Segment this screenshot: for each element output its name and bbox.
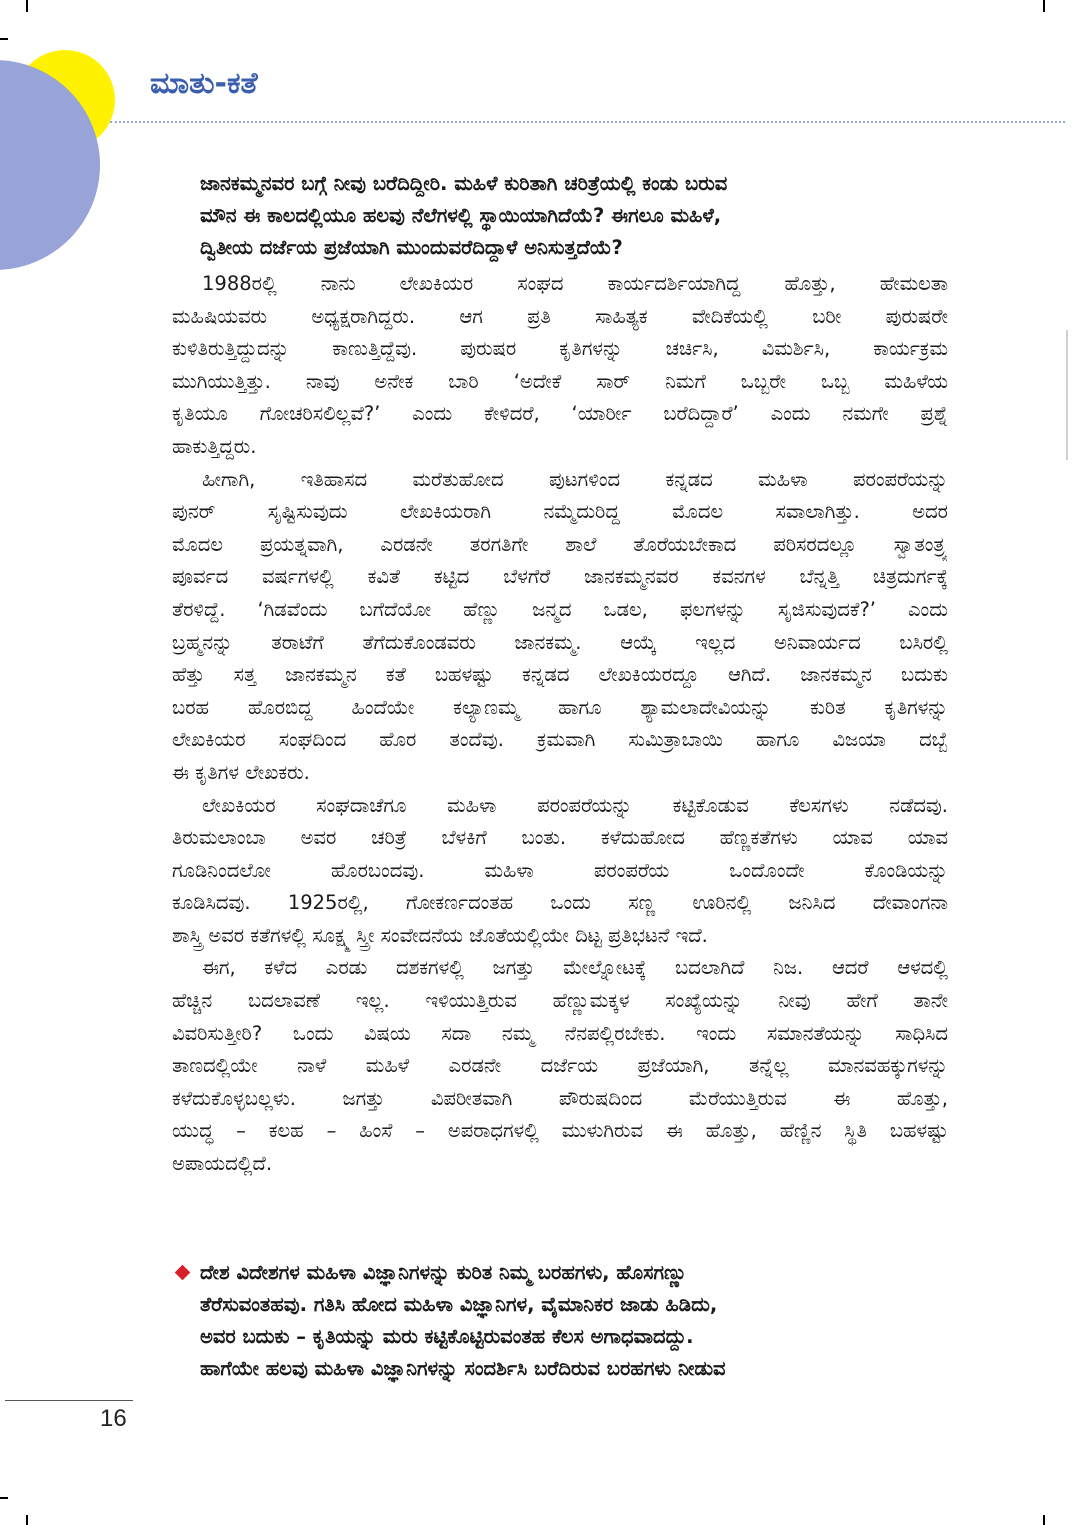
- right-edge-mark: [1066, 330, 1068, 460]
- answer-body: [172, 268, 948, 1181]
- question-2-line: ದೇಶ ವಿದೇಶಗಳ ಮಹಿಳಾ ವಿಜ್ಞಾನಿಗಳನ್ನು ಕುರಿತ ನಿಮ್ಮ ಬರಹಗಳು, ಹೊಸಗಣ್ಣು: [200, 1261, 687, 1284]
- paragraph-1: [172, 268, 948, 464]
- question-2: [175, 1257, 935, 1385]
- paragraph-line: ಗೂಡಿನಿಂದಲೋ ಹೊರಬಂದವು. ಮಹಿಳಾ ಪರಂಪರೆಯ ಒಂದೊಂದೇ ಕೊಂಡಿಯನ್ನು: [172, 858, 948, 882]
- crop-mark-left-upper: [0, 38, 8, 40]
- paragraph-line: ಈಗ, ಕಳೆದ ಎರಡು ದಶಕಗಳಲ್ಲಿ ಜಗತ್ತು ಮೇಲ್ನೋಟಕ್ಕೆ ಬದಲಾಗಿದೆ ನಿಜ. ಆದರೆ ಆಳದಲ್ಲಿ: [202, 956, 948, 980]
- page-number: 16: [100, 1405, 127, 1432]
- paragraph-line: ಮೊದಲ ಪ್ರಯತ್ನವಾಗಿ, ಎರಡನೇ ತರಗತಿಗೇ ಶಾಲೆ ತೊರೆಯಬೇಕಾದ ಪರಿಸರದಲ್ಲೂ ಸ್ವಾತಂತ್ರ್ಯ: [172, 532, 948, 556]
- question-2-line: ಅವರ ಬದುಕು – ಕೃತಿಯನ್ನು ಮರು ಕಟ್ಟಿಕೊಟ್ಟಿರುವಂತಹ ಕೆಲಸ ಅಗಾಧವಾದದ್ದು.: [200, 1325, 694, 1348]
- paragraph-3: [172, 790, 948, 953]
- question-2-line: ಹಾಗೆಯೇ ಹಲವು ಮಹಿಳಾ ವಿಜ್ಞಾನಿಗಳನ್ನು ಸಂದರ್ಶಿಸಿ ಬರೆದಿರುವ ಬರಹಗಳು ನೀಡುವ: [200, 1357, 726, 1380]
- paragraph-line: ಲೇಖಕಿಯರ ಸಂಘದಿಂದ ಹೊರ ತಂದೆವು. ಕ್ರಮವಾಗಿ ಸುಮಿತ್ರಾಬಾಯಿ ಹಾಗೂ ವಿಜಯಾ ದಬ್ಬೆ: [172, 728, 948, 752]
- paragraph-line: ತಿರುಮಲಾಂಬಾ ಅವರ ಚರಿತ್ರೆ ಬೆಳಕಿಗೆ ಬಂತು. ಕಳೆದುಹೋದ ಹೆಣ್ಣಕತೆಗಳು ಯಾವ ಯಾವ: [172, 826, 948, 850]
- paragraph-line: ಈ ಕೃತಿಗಳ ಲೇಖಕರು.: [172, 760, 310, 784]
- paragraph-line: 1988ರಲ್ಲಿ ನಾನು ಲೇಖಕಿಯರ ಸಂಘದ ಕಾರ್ಯದರ್ಶಿಯಾಗಿದ್ದ ಹೊತ್ತು, ಹೇಮಲತಾ: [202, 272, 948, 295]
- paragraph-line: ಪೂರ್ವದ ವರ್ಷಗಳಲ್ಲಿ ಕವಿತೆ ಕಟ್ಟಿದ ಬೆಳಗೆರೆ ಜಾನಕಮ್ಮನವರ ಕವನಗಳ ಬೆನ್ನತ್ತಿ ಚಿತ್ರದುರ್ಗಕ್ಕೆ: [172, 565, 948, 589]
- paragraph-line: ಕೃತಿಯೂ ಗೋಚರಿಸಲಿಲ್ಲವೆ?’ ಎಂದು ಕೇಳಿದರೆ, ‘ಯಾರ್ರೀ ಬರೆದಿದ್ದಾರೆ’ ಎಂದು ನಮಗೇ ಪ್ರಶ್ನೆ: [172, 402, 948, 426]
- paragraph-line: ಕಳೆದುಕೊಳ್ಳಬಲ್ಲಳು. ಜಗತ್ತು ವಿಪರೀತವಾಗಿ ಪೌರುಷದಿಂದ ಮೆರೆಯುತ್ತಿರುವ ಈ ಹೊತ್ತು,: [172, 1086, 948, 1110]
- paragraph-line: ಹಾಕುತ್ತಿದ್ದರು.: [172, 434, 257, 458]
- paragraph-line: ಲೇಖಕಿಯರ ಸಂಘದಾಚೆಗೂ ಮಹಿಳಾ ಪರಂಪರೆಯನ್ನು ಕಟ್ಟಿಕೊಡುವ ಕೆಲಸಗಳು ನಡೆದವು.: [202, 793, 948, 817]
- paragraph-2: [172, 464, 948, 790]
- paragraph-line: ತೆರಳಿದ್ದೆ. ‘ಗಿಡವೆಂದು ಬಗೆದೆಯೋ ಹೆಣ್ಣು ಜನ್ಮದ ಒಡಲ, ಫಲಗಳನ್ನು ಸೃಜಿಸುವುದಕೆ?’ ಎಂದು: [172, 597, 948, 621]
- question-1-line: ದ್ವಿತೀಯ ದರ್ಜೆಯ ಪ್ರಜೆಯಾಗಿ ಮುಂದುವರೆದಿದ್ದಾಳೆ ಅನಿಸುತ್ತದೆಯೆ?: [200, 236, 623, 259]
- paragraph-line: ಕೂಡಿಸಿದವು. 1925ರಲ್ಲಿ, ಗೋಕರ್ಣದಂತಹ ಒಂದು ಸಣ್ಣ ಊರಿನಲ್ಲಿ ಜನಿಸಿದ ದೇವಾಂಗನಾ: [172, 891, 948, 915]
- question-2-line: ತೆರೆಸುವಂತಹವು. ಗತಿಸಿ ಹೋದ ಮಹಿಳಾ ವಿಜ್ಞಾನಿಗಳ, ವೈಮಾನಿಕರ ಜಾಡು ಹಿಡಿದು,: [200, 1293, 718, 1316]
- paragraph-line: ಬರಹ ಹೊರಬಿದ್ದ ಹಿಂದೆಯೇ ಕಲ್ಯಾಣಮ್ಮ ಹಾಗೂ ಶ್ಯಾಮಲಾದೇವಿಯನ್ನು ಕುರಿತ ಕೃತಿಗಳನ್ನು: [172, 695, 948, 719]
- paragraph-line: ಕುಳಿತಿರುತ್ತಿದ್ದುದನ್ನು ಕಾಣುತ್ತಿದ್ದೆವು. ಪುರುಷರ ಕೃತಿಗಳನ್ನು ಚರ್ಚಿಸಿ, ವಿಮರ್ಶಿಸಿ, ಕಾರ್ಯಕ್ರಮ: [172, 337, 948, 361]
- paragraph-line: ಹೆತ್ತು ಸತ್ತ ಜಾನಕಮ್ಮನ ಕತೆ ಬಹಳಷ್ಟು ಕನ್ನಡದ ಲೇಖಕಿಯರದ್ದೂ ಆಗಿದೆ. ಜಾನಕಮ್ಮನ ಬದುಕು: [172, 663, 948, 687]
- crop-mark-left-lower: [0, 1497, 8, 1499]
- paragraph-line: ಶಾಸ್ತ್ರಿ ಅವರ ಕತೆಗಳಲ್ಲಿ ಸೂಕ್ಷ್ಮ ಸ್ತ್ರೀ ಸಂವೇದನೆಯ ಜೊತೆಯಲ್ಲಿಯೇ ದಿಟ್ಟ ಪ್ರತಿಭಟನೆ ಇದೆ.: [172, 923, 708, 947]
- question-1: [200, 168, 960, 264]
- paragraph-line: ಹೀಗಾಗಿ, ಇತಿಹಾಸದ ಮರೆತುಹೋದ ಪುಟಗಳಿಂದ ಕನ್ನಡದ ಮಹಿಳಾ ಪರಂಪರೆಯನ್ನು: [202, 467, 948, 491]
- paragraph-line: ಮುಗಿಯುತ್ತಿತ್ತು. ನಾವು ಅನೇಕ ಬಾರಿ ‘ಅದೇಕೆ ಸಾರ್ ನಿಮಗೆ ಒಬ್ಬರೇ ಒಬ್ಬ ಮಹಿಳೆಯ: [172, 369, 948, 393]
- paragraph-line: ತಾಣದಲ್ಲಿಯೇ ನಾಳೆ ಮಹಿಳೆ ಎರಡನೇ ದರ್ಜೆಯ ಪ್ರಜೆಯಾಗಿ, ತನ್ನೆಲ್ಲ ಮಾನವಹಕ್ಕುಗಳನ್ನು: [172, 1054, 948, 1078]
- crop-mark-top-right: [1043, 0, 1045, 12]
- paragraph-line: ಅಪಾಯದಲ್ಲಿದೆ.: [172, 1152, 273, 1176]
- chapter-title: ಮಾತು-ಕತೆ: [150, 66, 258, 101]
- crop-mark-bottom-right: [1043, 1515, 1045, 1525]
- paragraph-line: ವಿವರಿಸುತ್ತೀರಿ? ಒಂದು ವಿಷಯ ಸದಾ ನಮ್ಮ ನೆನಪಲ್ಲಿರಬೇಕು. ಇಂದು ಸಮಾನತೆಯನ್ನು ಸಾಧಿಸಿದ: [172, 1021, 948, 1045]
- paragraph-4: [172, 952, 948, 1180]
- paragraph-line: ಬ್ರಹ್ಮನನ್ನು ತರಾಟೆಗೆ ತೆಗೆದುಕೊಂಡವರು ಜಾನಕಮ್ಮ. ಆಯ್ಕೆ ಇಲ್ಲದ ಅನಿವಾರ್ಯದ ಬಸಿರಲ್ಲಿ: [172, 630, 948, 654]
- paragraph-line: ಪುನರ್ ಸೃಷ್ಟಿಸುವುದು ಲೇಖಕಿಯರಾಗಿ ನಮ್ಮೆದುರಿದ್ದ ಮೊದಲ ಸವಾಲಾಗಿತ್ತು. ಅದರ: [172, 500, 948, 524]
- crop-mark-top-left: [26, 0, 28, 12]
- paragraph-line: ಹೆಚ್ಚಿನ ಬದಲಾವಣೆ ಇಲ್ಲ. ಇಳಿಯುತ್ತಿರುವ ಹೆಣ್ಣುಮಕ್ಕಳ ಸಂಖ್ಯೆಯನ್ನು ನೀವು ಹೇಗೆ ತಾನೇ: [172, 989, 948, 1013]
- footer-rule: [5, 1400, 133, 1401]
- question-1-line: ಜಾನಕಮ್ಮನವರ ಬಗ್ಗೆ ನೀವು ಬರೆದಿದ್ದೀರಿ. ಮಹಿಳೆ ಕುರಿತಾಗಿ ಚರಿತ್ರೆಯಲ್ಲಿ ಕಂಡು ಬರುವ: [200, 172, 728, 195]
- paragraph-line: ಯುದ್ಧ – ಕಲಹ – ಹಿಂಸೆ – ಅಪರಾಧಗಳಲ್ಲಿ ಮುಳುಗಿರುವ ಈ ಹೊತ್ತು, ಹೆಣ್ಣಿನ ಸ್ಥಿತಿ ಬಹಳಷ್ಟು: [172, 1119, 948, 1143]
- header-dotted-rule: [110, 121, 1065, 123]
- question-1-line: ಮೌನ ಈ ಕಾಲದಲ್ಲಿಯೂ ಹಲವು ನೆಲೆಗಳಲ್ಲಿ ಸ್ಥಾಯಿಯಾಗಿದೆಯೆ? ಈಗಲೂ ಮಹಿಳೆ,: [200, 204, 722, 227]
- paragraph-line: ಮಹಿಷಿಯವರು ಅಧ್ಯಕ್ಷರಾಗಿದ್ದರು. ಆಗ ಪ್ರತಿ ಸಾಹಿತ್ಯಕ ವೇದಿಕೆಯಲ್ಲಿ ಬರೀ ಪುರುಷರೇ: [172, 304, 948, 328]
- crop-mark-bottom-left: [26, 1515, 28, 1525]
